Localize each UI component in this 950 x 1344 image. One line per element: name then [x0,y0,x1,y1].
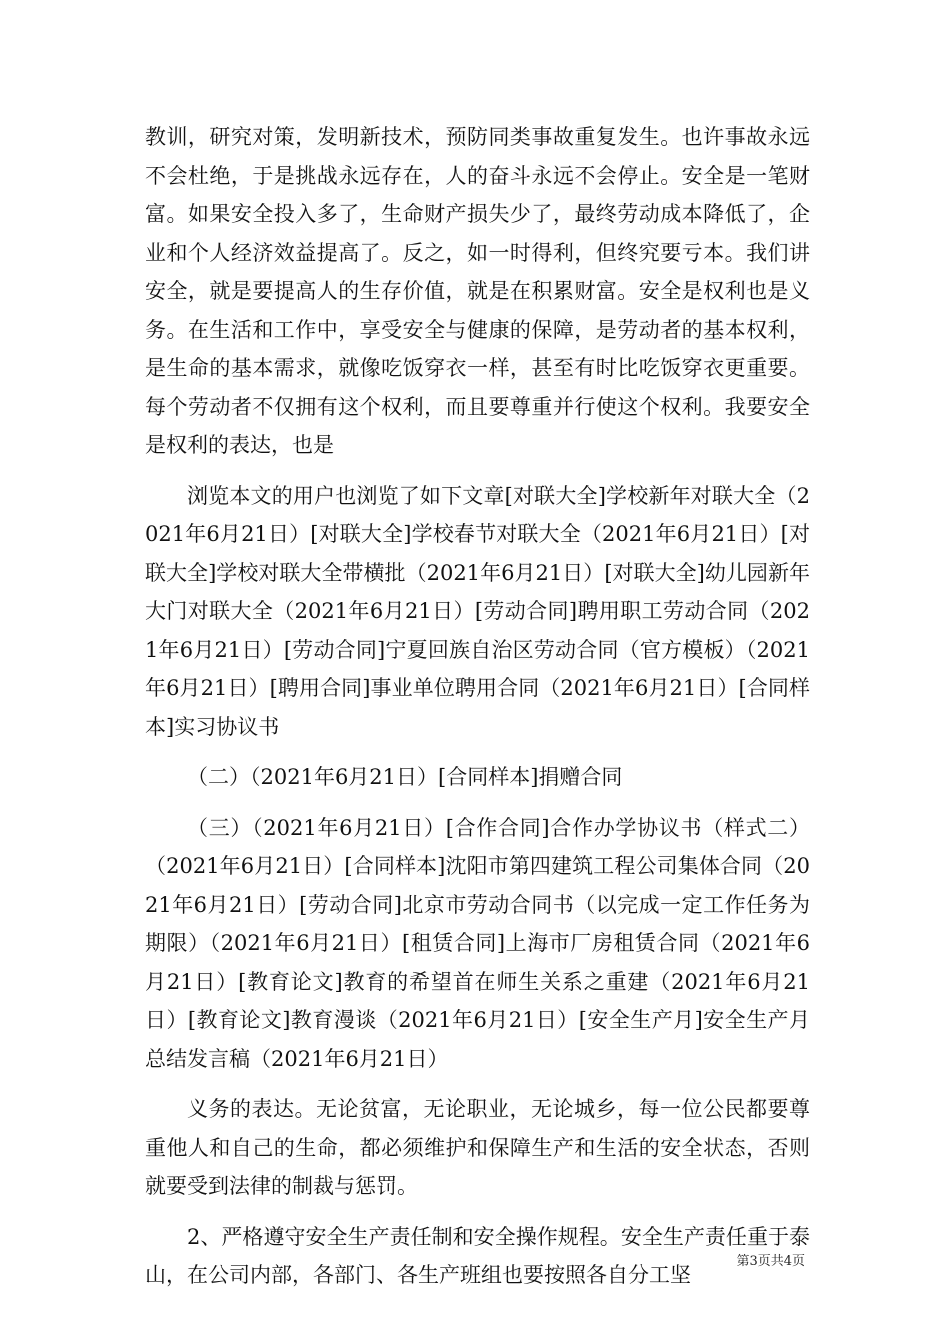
paragraph-related-articles-three: （三）（2021年6月21日）[合作合同]合作办学协议书（样式二）（2021年6月21日）[合同样本]沈阳市第四建筑工程公司集体合同（2021年6月21日）[劳动合同]北京市劳动合同书（以完成一定工作任务为期限）（2021年6月21日）[租赁合同]上海市厂房租赁合同（2021年6月21日）[教育论文]教育的希望首在师生关系之重建（2021年6月21日）[教育论文]教育漫谈（2021年6月21日）[安全生产月]安全生产月总结发言稿（2021年6月21日） [145,815,810,1071]
paragraph-related-articles: 浏览本文的用户也浏览了如下文章[对联大全]学校新年对联大全（2021年6月21日）[对联大全]学校春节对联大全（2021年6月21日）[对联大全]学校对联大全带横批（2021年6月21日）[对联大全]幼儿园新年大门对联大全（2021年6月21日）[劳动合同]聘用职工劳动合同（2021年6月21日）[劳动合同]宁夏回族自治区劳动合同（官方模板）（2021年6月21日）[聘用合同]事业单位聘用合同（2021年6月21日）[合同样本]实习协议书 [145,483,810,739]
paragraph-safety-wealth: 教训，研究对策，发明新技术，预防同类事故重复发生。也许事故永远不会杜绝，于是挑战永远存在，人的奋斗永远不会停止。安全是一笔财富。如果安全投入多了，生命财产损失少了，最终劳动成本降低了，企业和个人经济效益提高了。反之，如一时得利，但终究要亏本。我们讲安全，就是要提高人的生存价值，就是在积累财富。安全是权利也是义务。在生活和工作中，享受安全与健康的保障，是劳动者的基本权利，是生命的基本需求，就像吃饭穿衣一样，甚至有时比吃饭穿衣更重要。每个劳动者不仅拥有这个权利，而且要尊重并行使这个权利。我要安全是权利的表达，也是 [145,125,810,457]
page-number: 第3页共4页 [736,1254,805,1269]
paragraph-responsibility: 2、严格遵守安全生产责任制和安全操作规程。安全生产责任重于泰山，在公司内部，各部门、各生产班组也要按照各自分工坚 [145,1224,810,1287]
document-body [145,118,810,1295]
paragraph-related-articles-two: （二）（2021年6月21日）[合同样本]捐赠合同 [187,765,623,789]
paragraph-obligation: 义务的表达。无论贫富，无论职业，无论城乡，每一位公民都要尊重他人和自己的生命，都必须维护和保障生产和生活的安全状态，否则就要受到法律的制裁与惩罚。 [145,1097,810,1198]
